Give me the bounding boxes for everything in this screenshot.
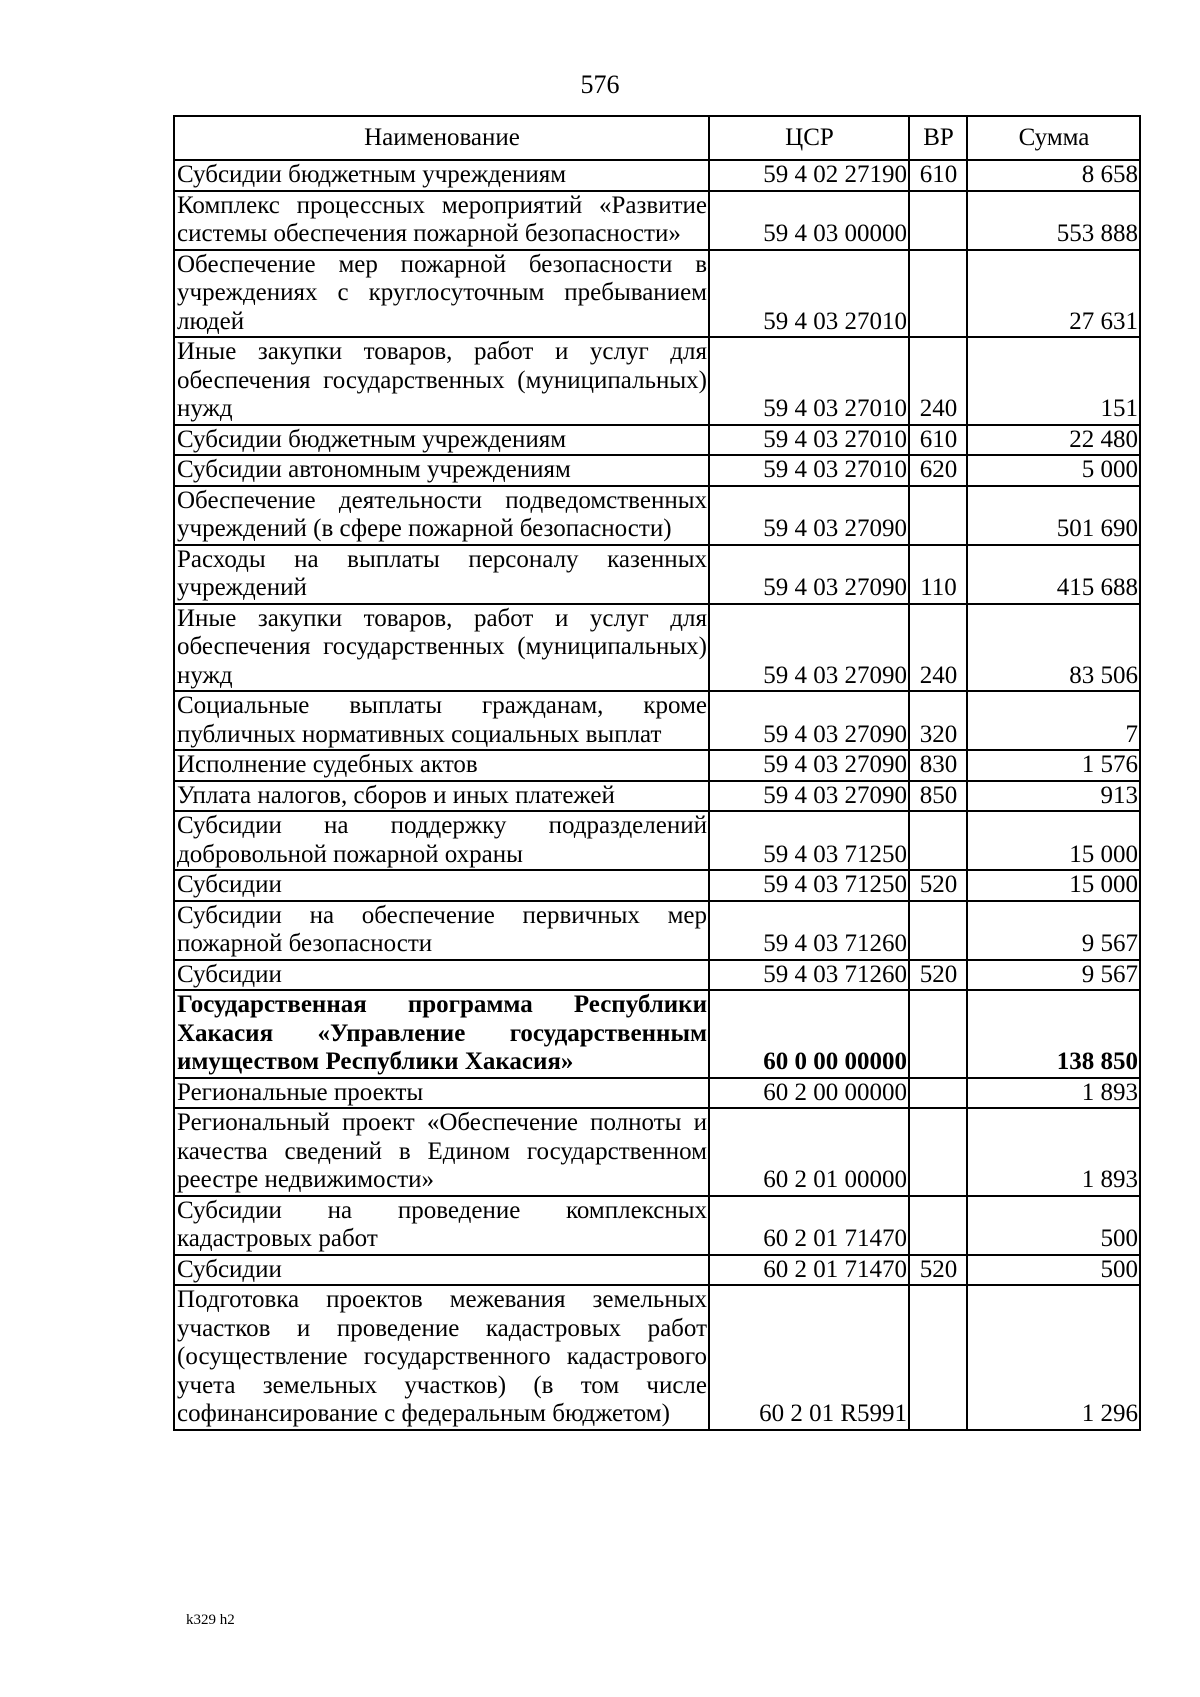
- cell-sum: 83 506: [967, 604, 1140, 692]
- budget-table: [173, 115, 1141, 1431]
- table-row: [174, 486, 1140, 545]
- cell-sum: 1 893: [967, 1108, 1140, 1196]
- table-row: [174, 1285, 1140, 1430]
- cell-sum: 15 000: [967, 811, 1140, 870]
- cell-name: Иные закупки товаров, работ и услуг для обеспечения государственных (муниципальных) нужд: [174, 337, 709, 425]
- cell-name: Региональный проект «Обеспечение полноты и качества сведений в Едином государственном реестре недвижимости»: [174, 1108, 709, 1196]
- cell-csr: 59 4 03 27090: [709, 604, 909, 692]
- table-header-row: [174, 116, 1140, 160]
- cell-name: Субсидии на проведение комплексных кадастровых работ: [174, 1196, 709, 1255]
- cell-sum: 553 888: [967, 191, 1140, 250]
- cell-vr: 610: [909, 425, 967, 456]
- cell-sum: 9 567: [967, 901, 1140, 960]
- cell-sum: 9 567: [967, 960, 1140, 991]
- cell-csr: 59 4 03 71250: [709, 811, 909, 870]
- cell-csr: 59 4 03 27010: [709, 250, 909, 338]
- cell-sum: 500: [967, 1255, 1140, 1286]
- table-body: [174, 160, 1140, 1430]
- cell-vr: [909, 1285, 967, 1430]
- cell-sum: 8 658: [967, 160, 1140, 191]
- cell-vr: 320: [909, 691, 967, 750]
- cell-name: Субсидии: [174, 960, 709, 991]
- table-row: [174, 1078, 1140, 1109]
- cell-sum: 501 690: [967, 486, 1140, 545]
- cell-csr: 59 4 03 27010: [709, 455, 909, 486]
- cell-sum: 1 296: [967, 1285, 1140, 1430]
- cell-vr: [909, 250, 967, 338]
- footer-code: k329 h2: [186, 1612, 235, 1628]
- cell-name: Субсидии на поддержку подразделений добровольной пожарной охраны: [174, 811, 709, 870]
- cell-csr: 59 4 03 27090: [709, 750, 909, 781]
- table-row: [174, 901, 1140, 960]
- cell-sum: 151: [967, 337, 1140, 425]
- cell-csr: 60 0 00 00000: [709, 990, 909, 1078]
- cell-csr: 60 2 01 71470: [709, 1255, 909, 1286]
- table-row: [174, 1196, 1140, 1255]
- cell-name: Обеспечение деятельности подведомственных учреждений (в сфере пожарной безопасности): [174, 486, 709, 545]
- cell-name: Субсидии бюджетным учреждениям: [174, 160, 709, 191]
- cell-vr: 620: [909, 455, 967, 486]
- cell-sum: 7: [967, 691, 1140, 750]
- cell-vr: [909, 1078, 967, 1109]
- cell-csr: 59 4 03 00000: [709, 191, 909, 250]
- cell-name: Комплекс процессных мероприятий «Развитие системы обеспечения пожарной безопасности»: [174, 191, 709, 250]
- table-row: [174, 455, 1140, 486]
- cell-vr: 110: [909, 545, 967, 604]
- header-sum: Сумма: [967, 116, 1140, 160]
- cell-sum: 138 850: [967, 990, 1140, 1078]
- table-row: [174, 337, 1140, 425]
- table-row: [174, 545, 1140, 604]
- header-vr: ВР: [909, 116, 967, 160]
- cell-name: Обеспечение мер пожарной безопасности в учреждениях с круглосуточным пребыванием людей: [174, 250, 709, 338]
- cell-vr: [909, 901, 967, 960]
- table-row: [174, 781, 1140, 812]
- cell-name: Субсидии на обеспечение первичных мер пожарной безопасности: [174, 901, 709, 960]
- cell-csr: 59 4 03 27090: [709, 691, 909, 750]
- cell-sum: 22 480: [967, 425, 1140, 456]
- cell-csr: 60 2 00 00000: [709, 1078, 909, 1109]
- cell-name: Уплата налогов, сборов и иных платежей: [174, 781, 709, 812]
- table-row: [174, 811, 1140, 870]
- table-row: [174, 691, 1140, 750]
- table-row: [174, 160, 1140, 191]
- cell-name: Субсидии бюджетным учреждениям: [174, 425, 709, 456]
- cell-vr: 520: [909, 1255, 967, 1286]
- cell-vr: 830: [909, 750, 967, 781]
- cell-vr: 610: [909, 160, 967, 191]
- table-row: [174, 990, 1140, 1078]
- table-row: [174, 750, 1140, 781]
- cell-name: Иные закупки товаров, работ и услуг для обеспечения государственных (муниципальных) нужд: [174, 604, 709, 692]
- cell-name: Государственная программа Республики Хакасия «Управление государственным имуществом Республики Хакасия»: [174, 990, 709, 1078]
- cell-name: Социальные выплаты гражданам, кроме публичных нормативных социальных выплат: [174, 691, 709, 750]
- cell-csr: 59 4 02 27190: [709, 160, 909, 191]
- cell-vr: [909, 1108, 967, 1196]
- table-row: [174, 604, 1140, 692]
- cell-vr: [909, 990, 967, 1078]
- cell-vr: [909, 811, 967, 870]
- cell-vr: 850: [909, 781, 967, 812]
- cell-vr: 520: [909, 870, 967, 901]
- cell-vr: 520: [909, 960, 967, 991]
- cell-name: Расходы на выплаты персоналу казенных учреждений: [174, 545, 709, 604]
- table-row: [174, 1108, 1140, 1196]
- cell-csr: 59 4 03 71260: [709, 901, 909, 960]
- cell-sum: 5 000: [967, 455, 1140, 486]
- page-number: 576: [580, 70, 620, 99]
- header-name: Наименование: [174, 116, 709, 160]
- cell-name: Подготовка проектов межевания земельных участков и проведение кадастровых работ (осуществление государственного кадастрового учета земельных участков) (в том числе софинансирование с федеральным бюджетом): [174, 1285, 709, 1430]
- table-row: [174, 425, 1140, 456]
- cell-csr: 60 2 01 00000: [709, 1108, 909, 1196]
- cell-vr: 240: [909, 337, 967, 425]
- cell-csr: 59 4 03 71250: [709, 870, 909, 901]
- cell-csr: 60 2 01 R5991: [709, 1285, 909, 1430]
- table-row: [174, 250, 1140, 338]
- cell-sum: 27 631: [967, 250, 1140, 338]
- table-row: [174, 191, 1140, 250]
- cell-csr: 59 4 03 27090: [709, 486, 909, 545]
- cell-csr: 59 4 03 27010: [709, 337, 909, 425]
- cell-name: Региональные проекты: [174, 1078, 709, 1109]
- cell-vr: [909, 486, 967, 545]
- cell-sum: 500: [967, 1196, 1140, 1255]
- cell-sum: 1 576: [967, 750, 1140, 781]
- cell-name: Субсидии автономным учреждениям: [174, 455, 709, 486]
- table-row: [174, 1255, 1140, 1286]
- cell-sum: 1 893: [967, 1078, 1140, 1109]
- cell-sum: 913: [967, 781, 1140, 812]
- cell-csr: 59 4 03 27090: [709, 545, 909, 604]
- header-csr: ЦСР: [709, 116, 909, 160]
- cell-vr: [909, 1196, 967, 1255]
- cell-name: Субсидии: [174, 1255, 709, 1286]
- cell-vr: 240: [909, 604, 967, 692]
- cell-name: Субсидии: [174, 870, 709, 901]
- cell-sum: 15 000: [967, 870, 1140, 901]
- cell-sum: 415 688: [967, 545, 1140, 604]
- table-row: [174, 960, 1140, 991]
- table-row: [174, 870, 1140, 901]
- cell-csr: 60 2 01 71470: [709, 1196, 909, 1255]
- cell-csr: 59 4 03 71260: [709, 960, 909, 991]
- cell-csr: 59 4 03 27090: [709, 781, 909, 812]
- cell-csr: 59 4 03 27010: [709, 425, 909, 456]
- cell-name: Исполнение судебных актов: [174, 750, 709, 781]
- cell-vr: [909, 191, 967, 250]
